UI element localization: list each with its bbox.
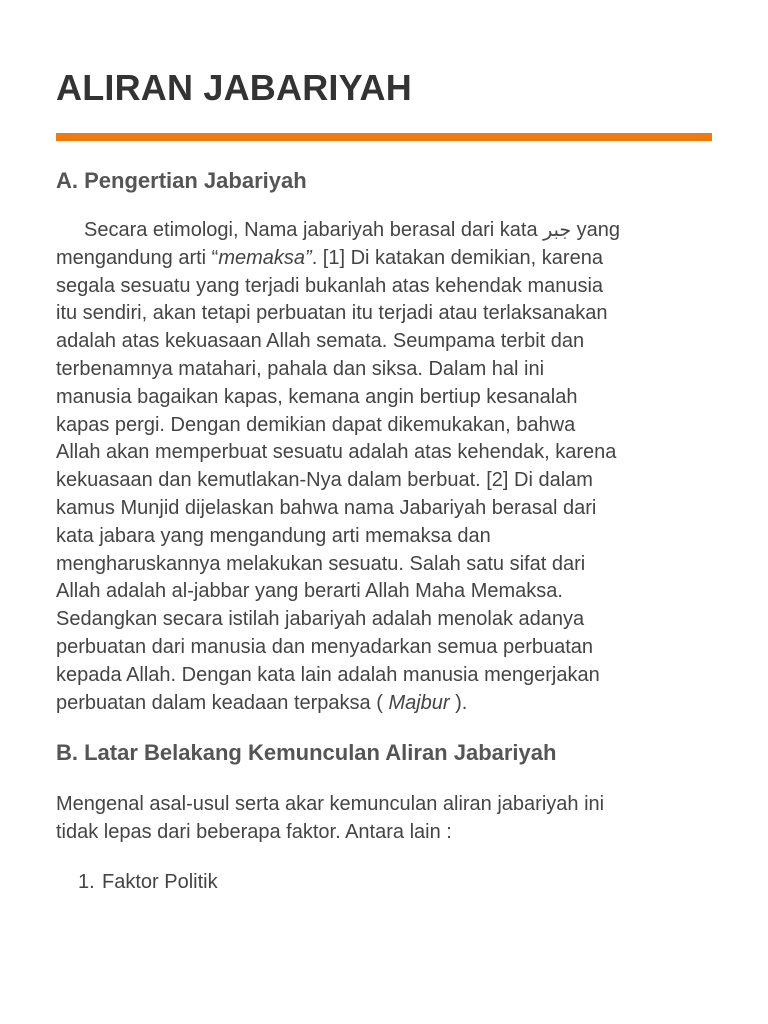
paragraph-line: kekuasaan dan kemutlakan-Nya dalam berbuat. [2] Di dalam [56,469,593,492]
paragraph-line [56,690,716,718]
italic-term: memaksa” [218,246,312,269]
arabic-word: جبر [543,219,572,241]
section-a-heading: A. Pengertian Jabariyah [56,168,307,193]
paragraph-line: adalah atas kekuasaan Allah semata. Seumpama terbit dan [56,330,585,353]
section-a-paragraph [56,217,716,717]
title-divider [56,133,712,141]
list-item-number: 1. [78,871,95,893]
paragraph-line: kata jabara yang mengandung arti memaksa dan [56,524,491,547]
paragraph-line: terbenamnya matahari, pahala dan siksa. Dalam hal ini [56,357,545,380]
factor-list [78,868,218,896]
text-run: perbuatan dalam keadaan terpaksa ( [56,691,389,714]
paragraph-line: kamus Munjid dijelaskan bahwa nama Jabariyah berasal dari [56,496,597,519]
text-run: . [1] Di katakan demikian, karena [311,246,603,269]
paragraph-line: segala sesuatu yang terjadi bukanlah atas kehendak manusia [56,274,604,297]
paragraph-line: manusia bagaikan kapas, kemana angin bertiup kesanalah [56,385,578,408]
paragraph-line: kepada Allah. Dengan kata lain adalah manusia mengerjakan [56,663,600,686]
paragraph-line: perbuatan dari manusia dan menyadarkan semua perbuatan [56,635,594,658]
paragraph-line: Allah akan memperbuat sesuatu adalah atas kehendak, karena [56,441,617,464]
paragraph-line [56,217,716,245]
paragraph-line: mengharuskannya melakukan sesuatu. Salah satu sifat dari [56,552,586,575]
paragraph-line: Allah adalah al-jabbar yang berarti Allah Maha Memaksa. [56,580,563,603]
text-run: Secara etimologi, Nama jabariyah berasal dari kata [84,219,544,241]
section-b-paragraph [56,791,716,847]
paragraph-line: Mengenal asal-usul serta akar kemunculan aliran jabariyah ini [56,793,605,815]
paragraph-line: kapas pergi. Dengan demikian dapat dikemukakan, bahwa [56,413,576,436]
text-run: ). [449,691,468,714]
list-item-text: Faktor Politik [102,871,218,893]
paragraph-line [56,245,716,273]
text-run: mengandung arti “ [56,246,219,269]
document-title: ALIRAN JABARIYAH [56,67,412,108]
list-item [78,868,218,896]
paragraph-line: tidak lepas dari beberapa faktor. Antara lain : [56,820,452,843]
paragraph-line: Sedangkan secara istilah jabariyah adalah menolak adanya [56,608,585,631]
text-run: yang [571,219,621,241]
paragraph-line: itu sendiri, akan tetapi perbuatan itu terjadi atau terlaksanakan [56,302,608,325]
italic-term: Majbur [388,691,450,714]
section-b-heading: B. Latar Belakang Kemunculan Aliran Jabariyah [56,740,557,765]
